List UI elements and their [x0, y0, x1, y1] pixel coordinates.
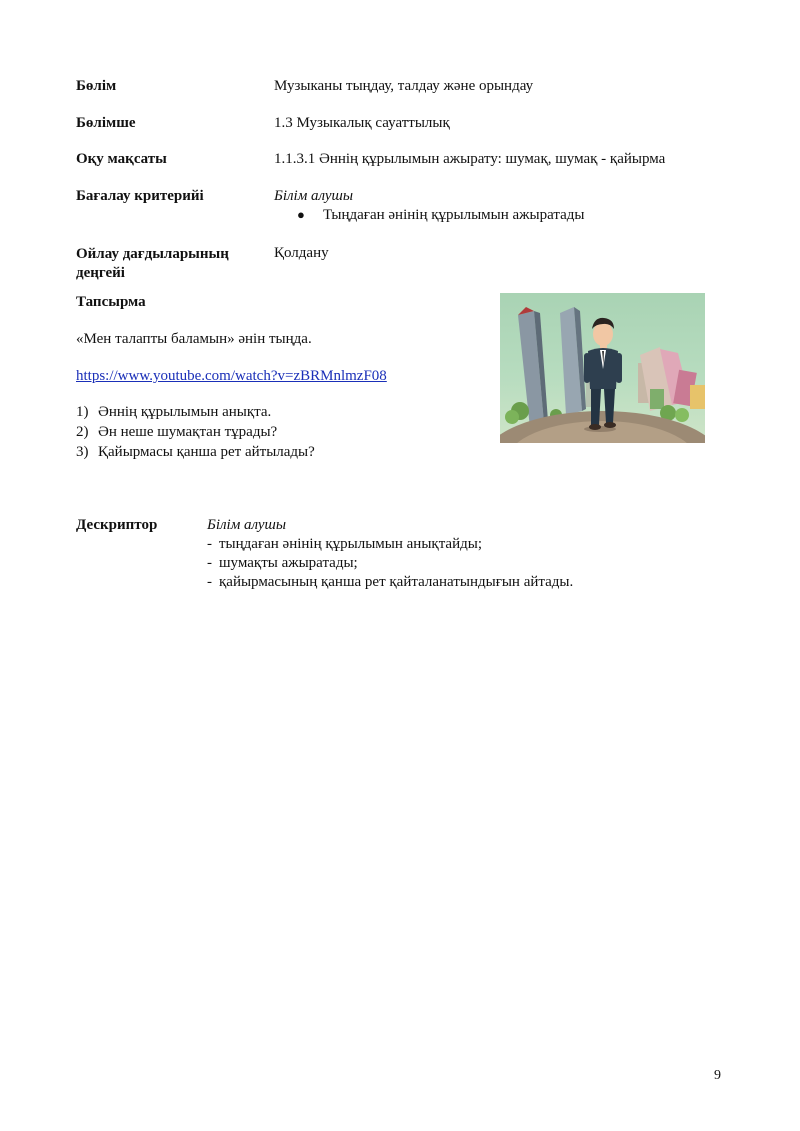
list-item — [76, 404, 315, 424]
question-text: Қайырмасы қанша рет айтылады? — [98, 444, 315, 460]
dash-marker: - — [207, 536, 212, 552]
descriptor-intro: Білім алушы — [207, 517, 287, 533]
task-questions-list — [76, 404, 315, 464]
question-number: 1) — [76, 404, 89, 420]
descriptor-list — [207, 536, 573, 593]
section-value: Музыканы тыңдау, талдау және орындау — [274, 78, 534, 94]
task-instruction: «Мен талапты баламын» әнін тыңда. — [76, 331, 312, 347]
section-label: Бөлім — [76, 78, 117, 94]
task-heading: Тапсырма — [76, 294, 146, 310]
criteria-bullet-item — [297, 207, 584, 224]
criteria-intro: Білім алушы — [274, 188, 354, 204]
criteria-label: Бағалау критерийі — [76, 188, 204, 204]
thinking-value: Қолдану — [274, 245, 329, 261]
list-item — [76, 424, 315, 444]
dash-marker: - — [207, 555, 212, 571]
page-number: 9 — [714, 1068, 721, 1083]
list-item — [207, 536, 573, 555]
song-video-link[interactable]: https://www.youtube.com/watch?v=zBRMnlmzF08 — [76, 368, 387, 384]
thinking-label-line2: деңгейі — [76, 265, 125, 281]
objective-value: 1.1.3.1 Әннің құрылымын ажырату: шумақ, шумақ - қайырма — [274, 151, 666, 167]
question-number: 3) — [76, 444, 89, 460]
criteria-bullet-text: Тыңдаған әнінің құрылымын ажыратады — [323, 207, 585, 223]
subsection-value: 1.3 Музыкалық сауаттылық — [274, 115, 450, 131]
bullet-icon: ● — [297, 207, 305, 222]
question-text: Әннің құрылымын анықта. — [98, 404, 272, 420]
thinking-label-line1: Ойлау дағдыларының — [76, 246, 229, 262]
list-item — [207, 574, 573, 593]
question-text: Ән неше шумақтан тұрады? — [98, 424, 278, 440]
dash-marker: - — [207, 574, 212, 590]
list-item — [207, 555, 573, 574]
descriptor-item-text: тыңдаған әнінің құрылымын анықтайды; — [219, 536, 482, 552]
list-item — [76, 444, 315, 464]
subsection-label: Бөлімше — [76, 115, 136, 131]
question-number: 2) — [76, 424, 89, 440]
cartoon-boy-city-illustration — [500, 293, 705, 443]
descriptor-item-text: шумақты ажыратады; — [219, 555, 358, 571]
objective-label: Оқу мақсаты — [76, 151, 167, 167]
descriptor-item-text: қайырмасының қанша рет қайталанатындығын айтады. — [219, 574, 574, 590]
descriptor-label: Дескриптор — [76, 517, 158, 533]
thinking-label — [76, 245, 229, 283]
